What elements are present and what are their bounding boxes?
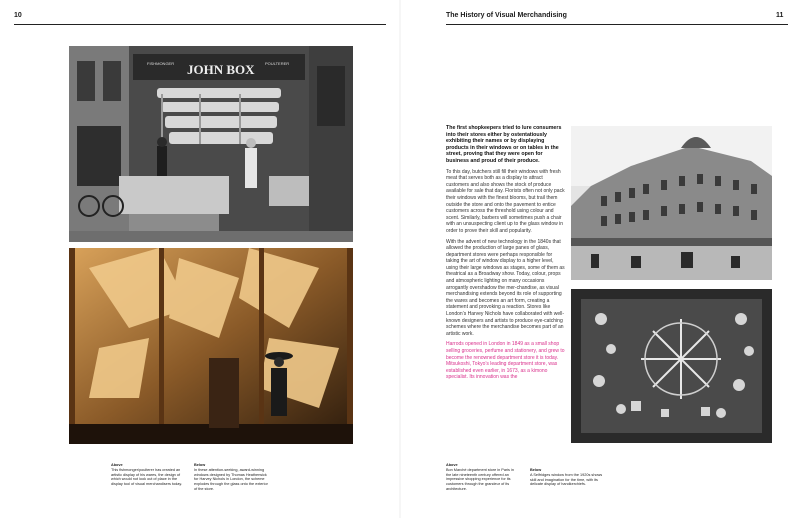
- photo-window-art: [69, 248, 353, 444]
- caption-text: Bon Marché department store in Paris in the late nineteenth century offered an impressive shopping experience for its customers through the grandeur of its architecture.: [446, 467, 514, 491]
- caption-text: This fishmonger/poulterer has created an artistic display of his wares, the design of which would not look out of place in the display tool of visual merchandisers today.: [111, 467, 183, 487]
- caption-label: Above: [446, 463, 458, 467]
- sign-left-word: FISHMONGER: [147, 61, 175, 66]
- photo-fishmonger-shopfront: [69, 46, 353, 242]
- photo-harvey-nichols-window: [69, 248, 353, 444]
- photo-bon-marche-art: [571, 126, 772, 280]
- caption-text: In these attention-seeking, award-winning windows designed by Thomas Heatherwick for Harvey Nichols in London, the scheme explodes through the glass onto the exterior of the store.: [194, 467, 268, 491]
- right-header-rule: [446, 24, 788, 25]
- photo-selfridges-art: [571, 289, 772, 443]
- caption-label: Above: [111, 463, 123, 467]
- caption-right-above: [446, 463, 520, 492]
- body-paragraph: To this day, butchers still fill their windows with fresh meat that serves both as a display to attract customers and also shows the stock of produce available for sale that day. Florists often not only pack their windows with the finest blooms, but trail them outside the store and onto the pavement to entice customers across the threshold using colour and scent. Similarly, barbers will sometimes push a chair with an unsuspecting client up to the glass window in order to prove their skill and popularity.: [446, 168, 565, 234]
- highlight-paragraph: Harrods opened in London in 1849 as a small shop selling groceries, perfume and stationery, and grew to become the renowned department store it is today. Mitsukoshi, Tokyo’s leading department store, was established even earlier, in 1673, as a kimono specialist. Its innovation was the: [446, 341, 565, 381]
- left-header-rule: [14, 24, 386, 25]
- caption-label: Below: [530, 468, 542, 472]
- running-head: The History of Visual Merchandising: [446, 12, 567, 19]
- page-gutter: [399, 0, 401, 518]
- sign-right-word: POULTERER: [265, 61, 290, 66]
- lead-paragraph: The first shopkeepers tried to lure consumers into their stores either by ostentatiously exhibiting their names or by displaying products in their windows or on tables in the street, proving that they were open for business and proud of their produce.: [446, 125, 562, 164]
- caption-left-below: [194, 463, 268, 492]
- caption-left-above: [111, 463, 185, 487]
- photo-fishmonger-art: [69, 46, 353, 242]
- right-page-number: 11: [776, 12, 784, 19]
- shopfront-sign: JOHN BOX: [187, 62, 255, 77]
- caption-label: Below: [194, 463, 206, 467]
- caption-text: A Selfridges window from the 1920s shows skill and imagination for the time, with its delicate display of handkerchiefs.: [530, 472, 603, 487]
- left-page-number: 10: [14, 12, 22, 19]
- caption-right-below: [530, 468, 604, 487]
- photo-bon-marche: [571, 126, 772, 280]
- body-text-column: [446, 125, 566, 385]
- photo-selfridges-window: [571, 289, 772, 443]
- body-paragraph: With the advent of new technology in the 1840s that allowed the production of large panes of glass, department stores were perhaps responsible for taking the art of window display to a higher level, using their large windows as stages, some of them as theatrical as a Broadway show. Today, colour, props and atmospheric lighting on many occasions arrogantly overshadow the mer-chandise, as visual merchandising extends beyond its role of supporting the wares and becomes an art form, creating a statement and provoking a reaction. Stores like London’s Harvey Nichols have collaborated with well-known designers and artists to produce eye-catching schemes where the merchandise becomes part of an artistic work.: [446, 238, 565, 337]
